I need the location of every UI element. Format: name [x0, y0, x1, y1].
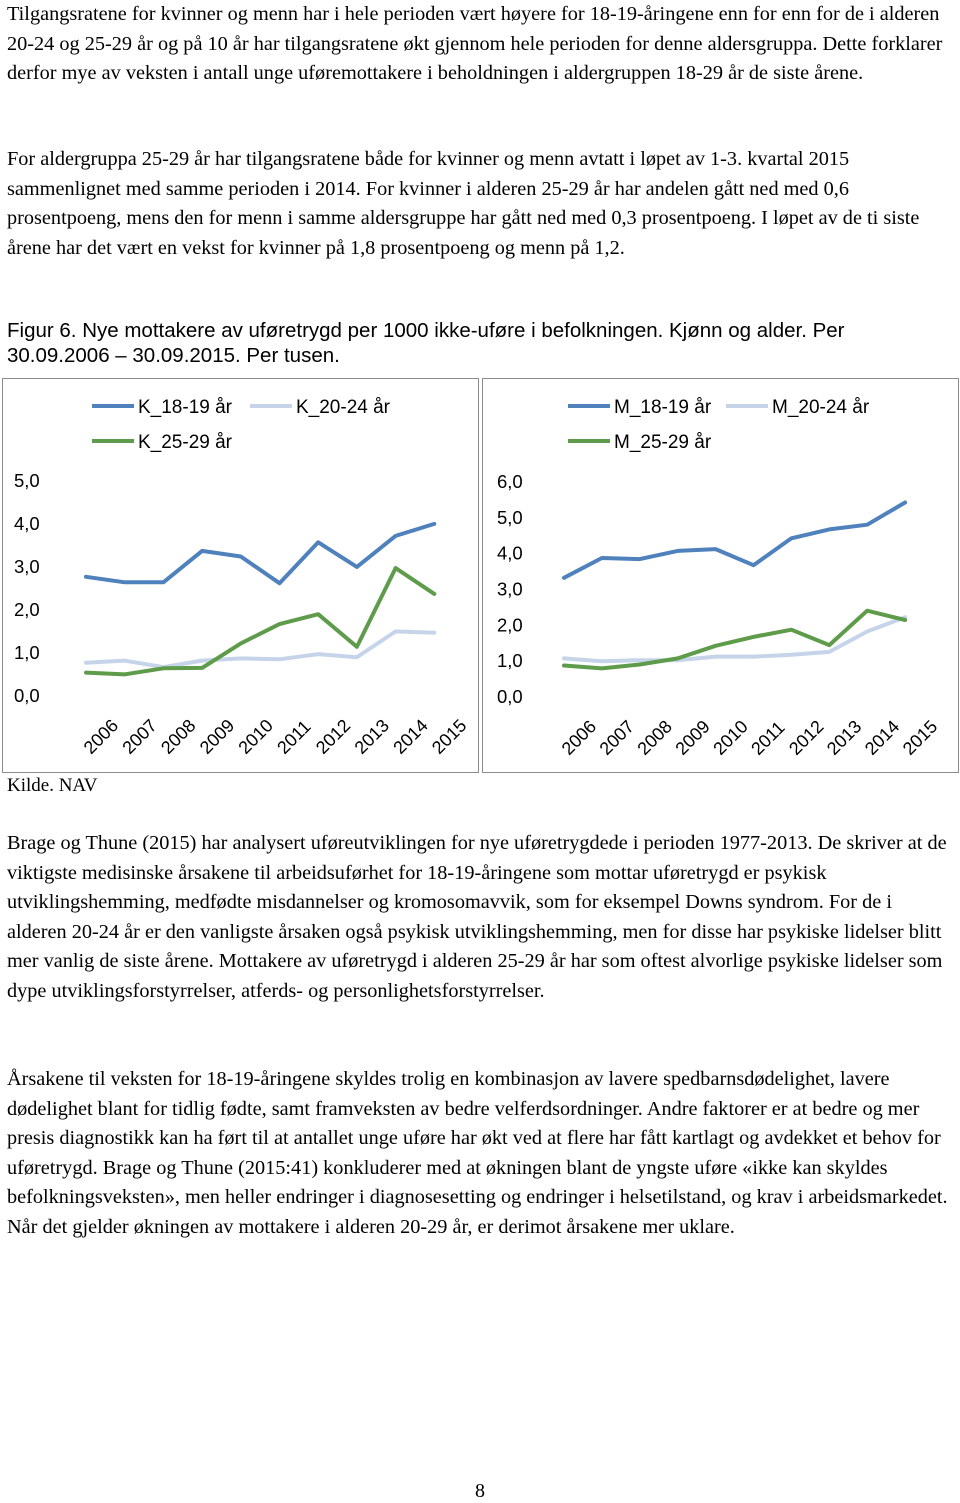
growth-reasons-paragraph: Årsakene til veksten for 18-19-åringene skyldes trolig en kombinasjon av lavere spedbarnsdødelighet, lavere dødelighet blant for tidlig fødte, samt framveksten av bedre velferdsordninger. Andre faktorer er at bedre og mer presis diagnostikk kan ha ført til at antallet unge uføre har økt ved at flere har fått kartlagt og avdekket et behov for uføretrygd. Brage og Thune (2015:41) konkluderer med at økningen blant de yngste uføre «ikke kan skyldes befolkningsveksten», men heller endringer i diagnosesetting og endringer i helsetilstand, og krav i arbeidsmarkedet. Når det gjelder økningen av mottakere i alderen 20-29 år, er derimot årsakene mer uklare.	[7, 1068, 948, 1238]
page-number: 8	[475, 1480, 485, 1502]
legend-label-1: M_18-19 år	[614, 397, 712, 418]
x-tick-label: 2013	[350, 715, 394, 758]
legend-label-1: K_18-19 år	[138, 397, 233, 418]
age-group-paragraph: For aldergruppa 25-29 år har tilgangsratene både for kvinner og menn avtatt i løpet av 1-3. kvartal 2015 sammenlignet med samme perioden i 2014. For kvinner i alderen 25-29 år har andelen gått ned med 0,6 prosentpoeng, mens den for menn i samme aldersgruppe har gått ned med 0,3 prosentpoeng. I løpet av de ti siste årene har det vært en vekst for kvinner på 1,8 prosentpoeng og menn på 1,2.	[7, 148, 920, 259]
y-tick-label: 2,0	[14, 599, 40, 620]
x-tick-label: 2008	[157, 715, 200, 758]
y-tick-label: 2,0	[497, 614, 523, 636]
y-tick-label: 5,0	[14, 470, 40, 491]
x-tick-label: 2008	[633, 716, 676, 759]
y-tick-label: 4,0	[14, 513, 40, 534]
y-tick-label: 1,0	[14, 642, 40, 663]
men-line-chart	[482, 378, 959, 773]
legend-label-3: K_25-29 år	[138, 432, 233, 453]
x-tick-label: 2007	[118, 715, 161, 758]
legend-label-3: M_25-29 år	[614, 432, 712, 453]
x-tick-label: 2015	[898, 716, 942, 759]
x-tick-label: 2012	[785, 716, 828, 759]
y-tick-label: 4,0	[497, 542, 523, 564]
causes-paragraph: Brage og Thune (2015) har analysert uføreutviklingen for nye uføretrygdede i perioden 1977-2013. De skriver at de viktigste medisinske årsakene til arbeidsuførhet for 18-19-åringene som mottar uføretrygd er psykisk utviklingshemming, medfødte misdannelser og kromosomavvik, som for eksempel Downs syndrom. For de i alderen 20-24 år er den vanligste årsaken også psykisk utviklingshemming, men for disse har psykiske lidelser blitt mer vanlig de siste årene. Mottakere av uføretrygd i alderen 25-29 år har som oftest alvorlige psykiske lidelser som dype utviklingsforstyrrelser, atferds- og personlighetsforstyrrelser.	[7, 832, 947, 1002]
x-tick-label: 2006	[557, 716, 601, 759]
x-tick-label: 2013	[822, 716, 866, 759]
x-tick-label: 2010	[234, 715, 277, 758]
chart-frame	[483, 379, 959, 773]
y-tick-label: 6,0	[497, 471, 523, 492]
x-tick-label: 2007	[595, 716, 639, 759]
x-tick-label: 2006	[79, 715, 123, 758]
y-tick-label: 3,0	[14, 556, 40, 577]
x-tick-label: 2011	[273, 716, 315, 758]
legend-label-2: K_20-24 år	[296, 397, 391, 418]
x-tick-label: 2015	[427, 715, 471, 758]
figure-source: Kilde. NAV	[7, 775, 98, 796]
women-line-chart	[2, 378, 479, 773]
figure-caption: Figur 6. Nye mottakere av uføretrygd per 1000 ikke-uføre i befolkningen. Kjønn og alder. Per 30.09.2006 – 30.09.2015. Per tusen.	[7, 319, 845, 367]
x-tick-label: 2012	[311, 715, 355, 758]
y-tick-label: 0,0	[14, 685, 40, 706]
legend-label-2: M_20-24 år	[772, 397, 870, 418]
x-tick-label: 2014	[860, 716, 904, 759]
x-tick-label: 2010	[709, 716, 752, 759]
x-tick-label: 2014	[389, 715, 432, 758]
x-tick-label: 2009	[195, 715, 239, 758]
intro-paragraph: Tilgangsratene for kvinner og menn har i hele perioden vært høyere for 18-19-åringene enn for enn for de i alderen 20-24 og 25-29 år og på 10 år har tilgangsratene økt gjennom hele perioden for denne aldersgruppa. Dette forklarer derfor mye av veksten i antall unge uføremottakere i beholdningen i aldergruppen 18-29 år de siste årene.	[7, 3, 943, 84]
y-tick-label: 5,0	[497, 506, 523, 528]
x-tick-label: 2011	[747, 717, 789, 759]
x-tick-label: 2009	[671, 716, 714, 759]
y-tick-label: 0,0	[497, 686, 523, 707]
y-tick-label: 3,0	[497, 578, 523, 600]
y-tick-label: 1,0	[497, 650, 523, 672]
